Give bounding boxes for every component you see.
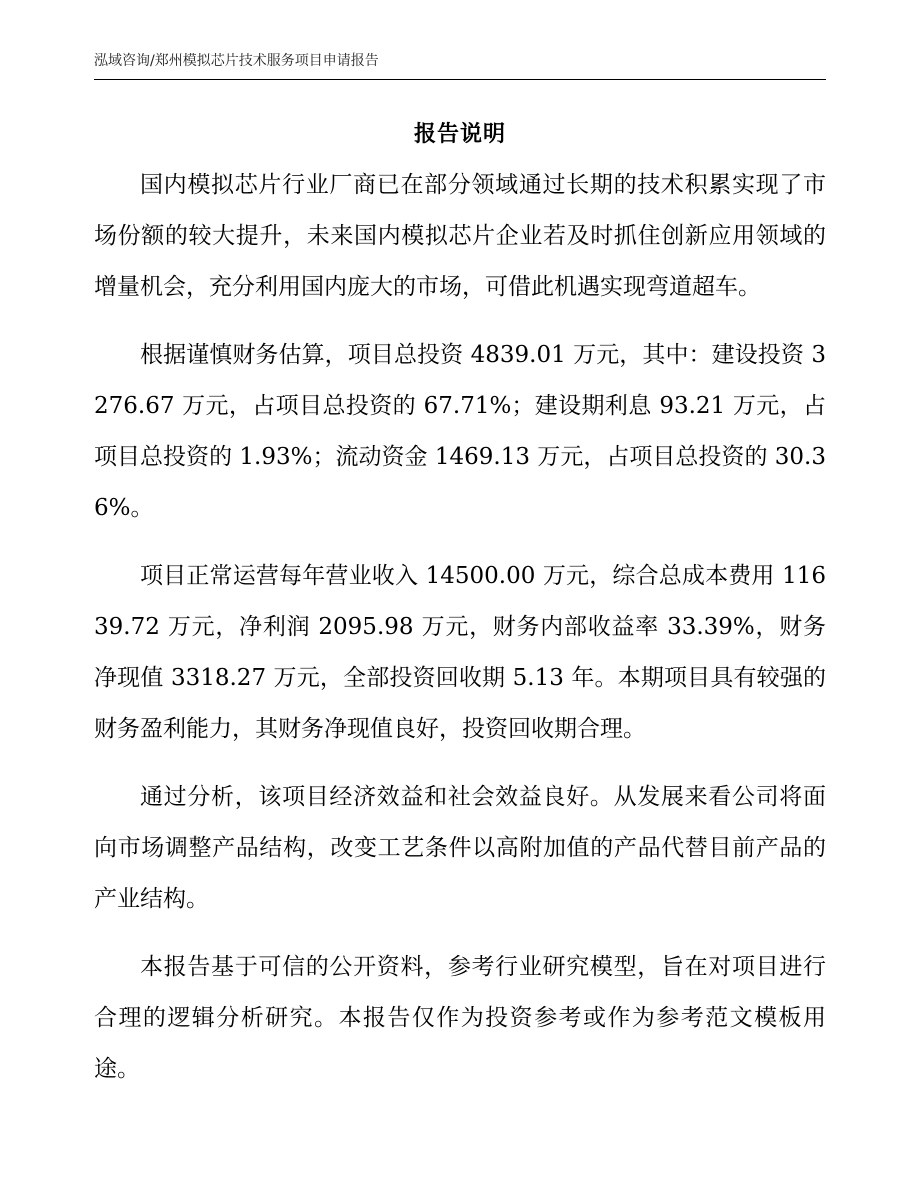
paragraph-operating-returns: 项目正常运营每年营业收入 14500.00 万元，综合总成本费用 11639.72 万元，净利润 2095.98 万元，财务内部收益率 33.39%，财务净现值 3318.27 万元，全部投资回收期 5.13 年。本期项目具有较强的财务盈利能力，其财务净现值良好，投资回收期合理。 xyxy=(94,563,826,742)
running-header: 泓域咨询/郑州模拟芯片技术服务项目申请报告 xyxy=(94,53,379,69)
paragraph-industry-outlook: 国内模拟芯片行业厂商已在部分领域通过长期的技术积累实现了市场份额的较大提升，未来国内模拟芯片企业若及时抓住创新应用领域的增量机会，充分利用国内庞大的市场，可借此机遇实现弯道超车。 xyxy=(94,172,826,300)
paragraph-investment-estimate: 根据谨慎财务估算，项目总投资 4839.01 万元，其中：建设投资 3276.67 万元，占项目总投资的 67.71%；建设期利息 93.21 万元，占项目总投资的 1.93%；流动资金 1469.13 万元，占项目总投资的 30.36%。 xyxy=(94,342,826,521)
paragraph-benefit-analysis: 通过分析，该项目经济效益和社会效益良好。从发展来看公司将面向市场调整产品结构，改变工艺条件以高附加值的产品代替目前产品的产业结构。 xyxy=(94,784,826,912)
paragraph-disclaimer: 本报告基于可信的公开资料，参考行业研究模型，旨在对项目进行合理的逻辑分析研究。本报告仅作为投资参考或作为参考范文模板用途。 xyxy=(94,954,826,1082)
header-rule xyxy=(94,79,826,80)
document-body xyxy=(94,160,826,1112)
document-title: 报告说明 xyxy=(413,122,506,147)
